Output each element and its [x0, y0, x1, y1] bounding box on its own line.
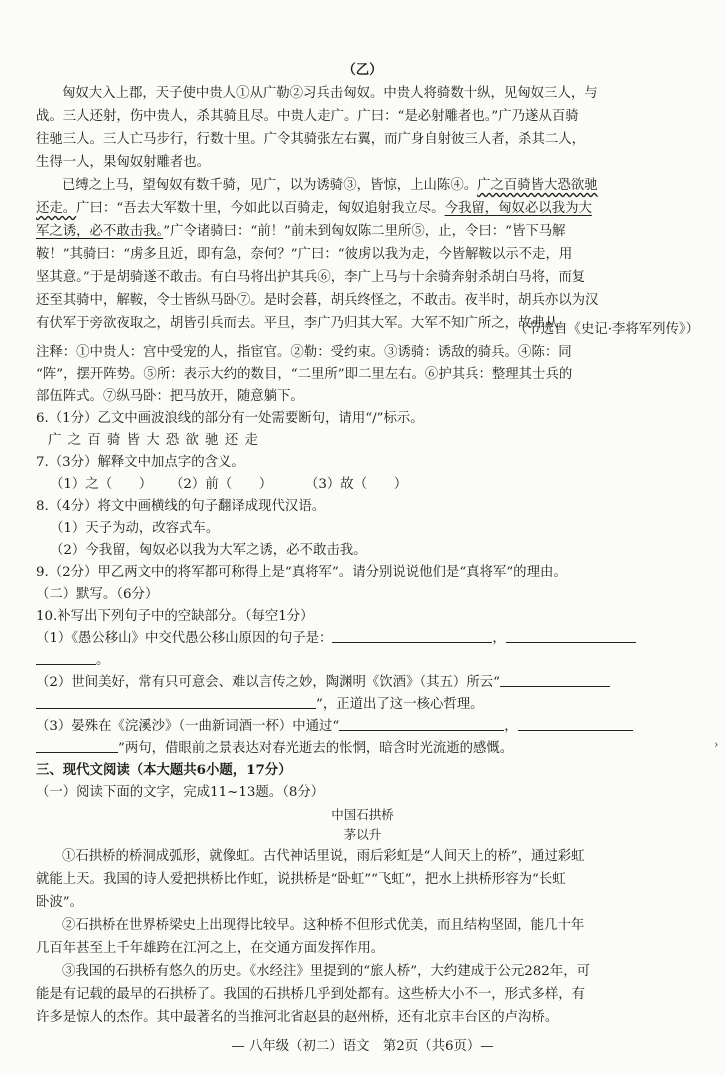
section-label-yi: （乙）	[342, 62, 383, 78]
section-3-heading: 三、现代文阅读（本大题共6小题，17分）	[36, 762, 292, 778]
q10-item-3-cont: ”两句，借眼前之景表达对春光逝去的怅惘，暗含时光流逝的感慨。	[36, 740, 513, 757]
answer-blank[interactable]	[36, 652, 96, 665]
question-6-sentence: 广 之 百 骑 皆 大 恐 欲 驰 还 走	[48, 433, 259, 448]
passage-line-10: 还至其骑中，解鞍，令士皆纵马卧⑦。是时会暮，胡兵终怪之，不敢击。夜半时，胡兵亦以为汉	[36, 293, 599, 308]
answer-blank[interactable]	[500, 674, 610, 687]
article-line-8: 许多是惊人的杰作。其中最著名的当推河北省赵县的赵州桥，还有北京丰台区的卢沟桥。	[36, 1010, 559, 1025]
notes-line-1: 注释：①中贵人：宫中受宠的人，指宦官。②勒：受约束。③诱骑：诱敌的骑兵。④陈：同	[36, 345, 572, 360]
notes-line-2: “阵”，摆开阵势。⑤所：表示大约的数目，“二里所”即二里左右。⑥护其兵：整理其士兵的	[36, 367, 573, 382]
question-7-item-3: （3）故（ ）	[305, 477, 408, 492]
answer-blank[interactable]	[339, 718, 504, 731]
edge-mark-icon: ›	[714, 738, 719, 751]
answer-blank[interactable]	[518, 718, 633, 731]
passage-line-11: 有伏军于旁欲夜取之，胡皆引兵而去。平旦，李广乃归其大军。大军不知广所之，故弗从。	[36, 316, 572, 331]
page-footer: — 八年级（初二）语文 第2页（共6页）—	[231, 1039, 494, 1054]
question-9: 9.（2分）甲乙两文中的将军都可称得上是“真将军”。请分别说说他们是“真将军”的理由。	[36, 565, 567, 580]
passage-line-3: 往驰三人。三人亡马步行，行数十里。广令其骑张左右翼，而广身自射彼三人者，杀其二人，	[36, 132, 586, 147]
question-8-item-1: （1）天子为动，改容式车。	[50, 521, 220, 536]
question-10: 10.补写出下列句子中的空缺部分。（每空1分）	[36, 609, 314, 624]
passage-line-6-text: 广曰：“吾去大军数十里，今如此以百骑走，匈奴追射我立尽。	[76, 201, 445, 216]
article-line-4: ②石拱桥在世界桥梁史上出现得比较早。这种桥不但形式优美，而且结构坚固，能几十年	[62, 918, 585, 933]
answer-blank[interactable]	[36, 740, 118, 753]
passage-line-4: 生得一人，果匈奴射雕者也。	[36, 155, 211, 170]
passage-line-2: 战。三人还射，伤中贵人，杀其骑且尽。中贵人走广。广曰：“是必射雕者也。”广乃遂从百骑	[36, 109, 579, 124]
passage-line-8: 鞍！”其骑曰：“虏多且近，即有急，奈何？”广曰：“彼虏以我为走，今皆解鞍以示不走，用	[36, 247, 573, 262]
article-line-7: 能是有记载的最早的石拱桥了。我国的石拱桥几乎到处都有。这些桥大小不一，形式多样，有	[36, 987, 586, 1002]
question-7: 7.（3分）解释文中加点字的含义。	[36, 455, 245, 470]
passage-line-9: 坚其意。”于是胡骑遂不敢击。有白马将出护其兵⑥，李广上马与十余骑奔射杀胡白马将，而复	[36, 270, 586, 285]
passage-line-6	[36, 200, 592, 217]
article-line-6: ③我国的石拱桥有悠久的历史。《水经注》里提到的“旅人桥”，大约建成于公元282年，可	[62, 964, 591, 979]
notes-line-3: 部伍阵式。⑦纵马卧：把马放开，随意躺下。	[36, 389, 304, 404]
wavy-underline-sentence: 广之百骑皆大恐欲驰	[477, 178, 598, 193]
underlined-sentence-start: 今我留，匈奴必以我为大	[444, 201, 592, 216]
question-8-item-2: （2）今我留，匈奴必以我为大军之诱，必不敢击我。	[50, 543, 367, 558]
section-2-heading: （二）默写。（6分）	[36, 587, 159, 602]
article-author: 茅以升	[343, 827, 382, 842]
section-3-sub: （一）阅读下面的文字，完成11~13题。（8分）	[36, 785, 325, 800]
q10-item-1: （1）《愚公移山》中交代愚公移山原因的句子是： ，	[36, 630, 636, 647]
passage-line-7	[36, 223, 566, 240]
q10-item-3: （3）晏殊在《浣溪沙》（一曲新词酒一杯）中通过“ ，	[36, 718, 633, 735]
article-title: 中国石拱桥	[331, 807, 394, 822]
answer-blank[interactable]	[332, 630, 492, 643]
q10-item-2-cont: ”，正道出了这一核心哲理。	[36, 696, 484, 713]
q10-item-1-cont: 。	[36, 652, 109, 669]
passage-line-5-text: 已缚之上马，望匈奴有数千骑，见广，以为诱骑③，皆惊，上山陈④。	[62, 178, 478, 193]
article-line-5: 几百年甚至上千年雄跨在江河之上，在交通方面发挥作用。	[36, 941, 385, 956]
underlined-sentence-end: 军之诱，必不敢击我。	[36, 224, 164, 239]
question-8: 8.（4分）将文中画横线的句子翻译成现代汉语。	[36, 499, 326, 514]
q10-item-2: （2）世间美好，常有只可意会、难以言传之妙，陶渊明《饮酒》（其五）所云“	[36, 674, 610, 691]
source-citation: （节选自《史记·李将军列传》）	[513, 322, 699, 337]
answer-blank[interactable]	[506, 630, 636, 643]
question-7-item-2: （2）前（ ）	[170, 477, 273, 492]
question-6: 6.（1分）乙文中画波浪线的部分有一处需要断句，请用“/”标示。	[36, 411, 424, 426]
passage-line-7-text: ”广令诸骑曰：“前！”前未到匈奴陈二里所⑤，止，令曰：“皆下马解	[163, 224, 566, 239]
wavy-underline-sentence-end: 还走。	[36, 201, 77, 216]
passage-line-5	[62, 177, 598, 194]
passage-line-1: 匈奴大入上郡，天子使中贵人①从广勒②习兵击匈奴。中贵人将骑数十纵，见匈奴三人，与	[62, 86, 598, 101]
article-line-1: ①石拱桥的桥洞成弧形，就像虹。古代神话里说，雨后彩虹是“人间天上的桥”，通过彩虹	[62, 849, 585, 864]
question-7-item-1: （1）之（ ）	[50, 477, 153, 492]
answer-blank[interactable]	[36, 696, 316, 709]
article-line-2: 就能上天。我国的诗人爱把拱桥比作虹，说拱桥是“卧虹”“飞虹”，把水上拱桥形容为“长虹	[36, 872, 566, 887]
article-line-3: 卧波”。	[36, 895, 84, 910]
